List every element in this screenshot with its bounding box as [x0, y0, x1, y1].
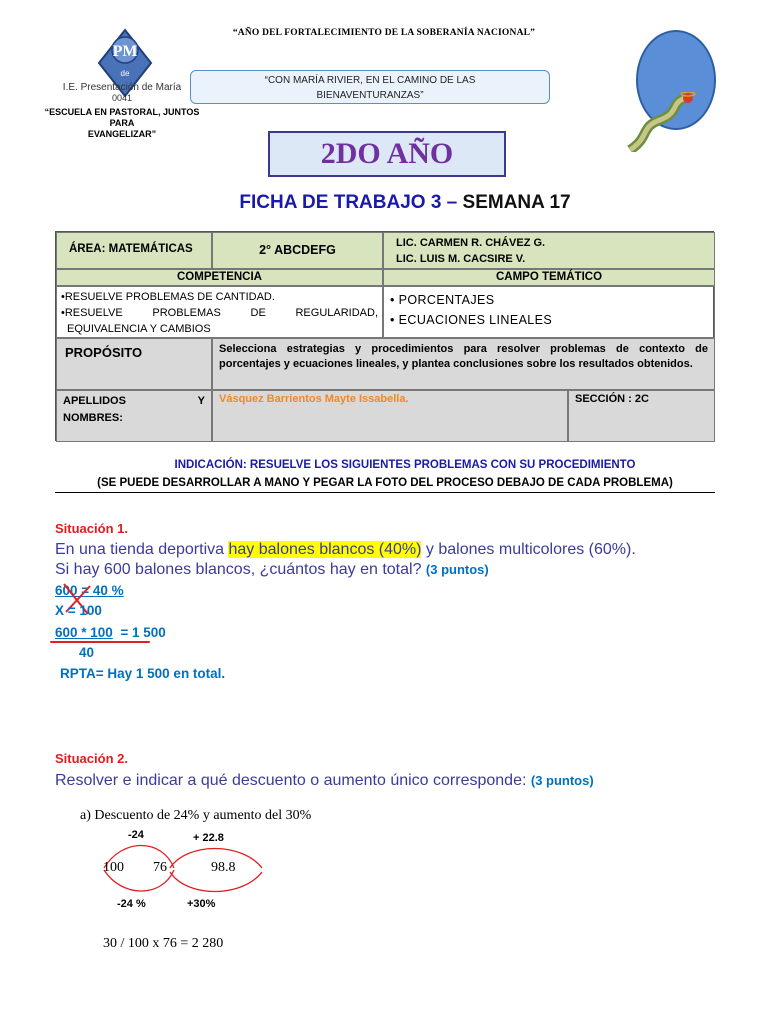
work-line1: 600 = 40 % — [55, 583, 124, 598]
proposito-text: Selecciona estrategias y procedimientos para resolver problemas de contexto de porcentajes y ecuaciones lineales, y plantea conclusiones sobre los resultados obtenidos. — [212, 338, 715, 390]
school-name: I.E. Presentación de María 0041 — [62, 82, 182, 103]
school-motto: “ESCUELA EN PASTORAL, JUNTOS PARA EVANGELIZAR” — [44, 107, 200, 139]
situacion1-question-line2: Si hay 600 balones blancos, ¿cuántos hay en total? (3 puntos) — [55, 561, 489, 578]
work-line3: 600 * 100 = 1 500 — [55, 625, 166, 640]
worksheet-title: FICHA DE TRABAJO 3 – SEMANA 17 — [239, 192, 571, 213]
path-illustration — [600, 92, 720, 152]
annotation-bottom2: +30% — [187, 898, 216, 910]
situacion1-answer: RPTA= Hay 1 500 en total. — [60, 666, 226, 681]
seccion-field[interactable]: SECCIÓN : 2C — [568, 390, 715, 442]
area-cell: ÁREA: MATEMÁTICAS — [56, 232, 212, 269]
calculation-line: 30 / 100 x 76 = 2 280 — [103, 936, 224, 951]
grade-section-cell: 2° ABCDEFG — [212, 232, 383, 269]
work-line4: 40 — [79, 645, 95, 660]
apellidos-label: APELLIDOS Y NOMBRES: — [56, 390, 212, 442]
work-line2: X = 100 — [55, 603, 102, 618]
item-a: a) Descuento de 24% y aumento del 30% — [80, 808, 312, 823]
info-table — [55, 231, 714, 441]
competencia-header: COMPETENCIA — [56, 269, 383, 286]
situacion2-title: Situación 2. — [55, 751, 128, 766]
situacion2-question: Resolver e indicar a qué descuento o aumento único corresponde: (3 puntos) — [55, 772, 594, 789]
value-100: 100 — [103, 860, 124, 875]
campo-cell: • PORCENTAJES • ECUACIONES LINEALES — [383, 286, 715, 338]
svg-text:PM: PM — [112, 43, 138, 60]
annotation-top1: -24 — [128, 829, 144, 841]
situacion1-title: Situación 1. — [55, 521, 128, 536]
instruction-line2: (SE PUEDE DESARROLLAR A MANO Y PEGAR LA FOTO DEL PROCESO DEBAJO DE CADA PROBLEMA) — [55, 477, 715, 493]
svg-text:de: de — [120, 69, 130, 78]
annotation-bottom1: -24 % — [117, 898, 146, 910]
year-title: “AÑO DEL FORTALECIMIENTO DE LA SOBERANÍA NACIONAL” — [232, 28, 536, 38]
fraction-line — [50, 641, 150, 643]
competencia-cell: •RESUELVE PROBLEMAS DE CANTIDAD. •RESUELVE PROBLEMAS DE REGULARIDAD, EQUIVALENCIA Y CAMBIOS — [56, 286, 383, 338]
instruction-line1: INDICACIÓN: RESUELVE LOS SIGUIENTES PROBLEMAS CON SU PROCEDIMIENTO — [174, 459, 636, 471]
proposito-label: PROPÓSITO — [56, 338, 212, 390]
motto-banner: “CON MARÍA RIVIER, EN EL CAMINO DE LAS BIENAVENTURANZAS” — [190, 70, 550, 104]
annotation-top2: + 22.8 — [193, 832, 224, 844]
grade-box: 2DO AÑO — [268, 131, 506, 177]
value-98-8: 98.8 — [211, 860, 236, 875]
campo-header: CAMPO TEMÁTICO — [383, 269, 715, 286]
value-76: 76 — [153, 860, 167, 875]
teachers-cell: LIC. CARMEN R. CHÁVEZ G. LIC. LUIS M. CACSIRE V. — [383, 232, 715, 269]
situacion1-question: En una tienda deportiva hay balones blancos (40%) y balones multicolores (60%). — [55, 541, 636, 558]
student-name-field[interactable]: Vásquez Barrientos Mayte Issabella. — [212, 390, 568, 442]
